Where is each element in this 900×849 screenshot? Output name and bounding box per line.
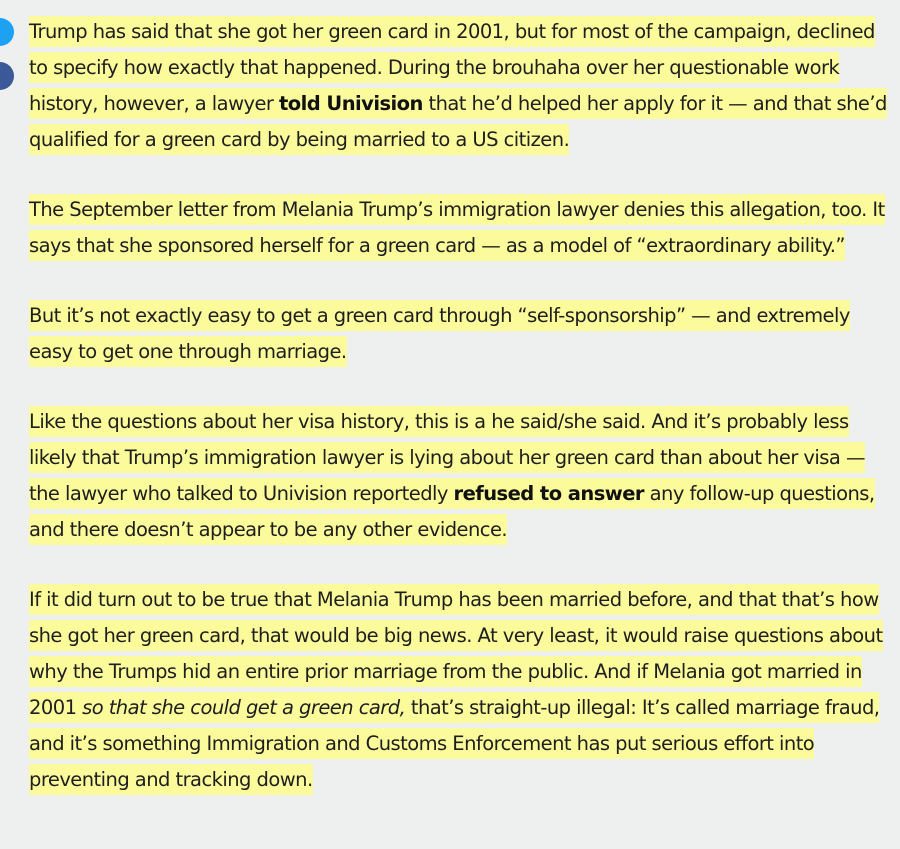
facebook-icon[interactable] bbox=[0, 62, 14, 90]
twitter-icon[interactable] bbox=[0, 18, 14, 46]
text-segment: If it did turn out to be true that Melania Trump has been married before, and that that’s how she got her green card, that would be big news. At very least, it would raise questions about why the Trumps hid an entire prior marriage from the public. And if Melania got married in 2001 bbox=[29, 588, 883, 719]
told-univision-link[interactable]: told Univision bbox=[279, 92, 423, 115]
article-body bbox=[29, 14, 891, 832]
text-segment: Like the questions about her visa history, this is a he said/she said. And it’s probably less likely that Trump’s immigration lawyer is lying about her green card than about her visa — the lawyer who talked to Univision reportedly bbox=[29, 410, 865, 505]
highlighted-text bbox=[29, 406, 875, 545]
text-segment: any follow-up questions, and there doesn’t appear to be any other evidence. bbox=[29, 482, 875, 541]
text-segment: that’s straight-up illegal: It’s called marriage fraud, and it’s something Immigration and Customs Enforcement has put serious effort into preventing and tracking down. bbox=[29, 696, 880, 791]
paragraph bbox=[29, 298, 891, 370]
paragraph bbox=[29, 14, 891, 158]
text-segment: But it’s not exactly easy to get a green card through “self-sponsorship” — and extremely easy to get one through marriage. bbox=[29, 304, 850, 363]
paragraph bbox=[29, 192, 891, 264]
paragraph bbox=[29, 582, 891, 798]
highlighted-text bbox=[29, 584, 883, 795]
text-segment: The September letter from Melania Trump’s immigration lawyer denies this allegation, too. It says that she sponsored herself for a green card — as a model of “extraordinary ability.” bbox=[29, 198, 885, 257]
highlighted-text bbox=[29, 300, 850, 367]
refused-to-answer-link[interactable]: refused to answer bbox=[453, 482, 644, 505]
paragraph bbox=[29, 404, 891, 548]
highlighted-text bbox=[29, 194, 885, 261]
share-rail bbox=[0, 18, 14, 106]
highlighted-text bbox=[29, 16, 887, 155]
italic-text: so that she could get a green card, bbox=[82, 696, 406, 719]
text-segment: Trump has said that she got her green card in 2001, but for most of the campaign, declined to specify how exactly that happened. During the brouhaha over her questionable work history, however, a lawyer bbox=[29, 20, 875, 115]
text-segment: that he’d helped her apply for it — and that she’d qualified for a green card by being married to a US citizen. bbox=[29, 92, 887, 151]
